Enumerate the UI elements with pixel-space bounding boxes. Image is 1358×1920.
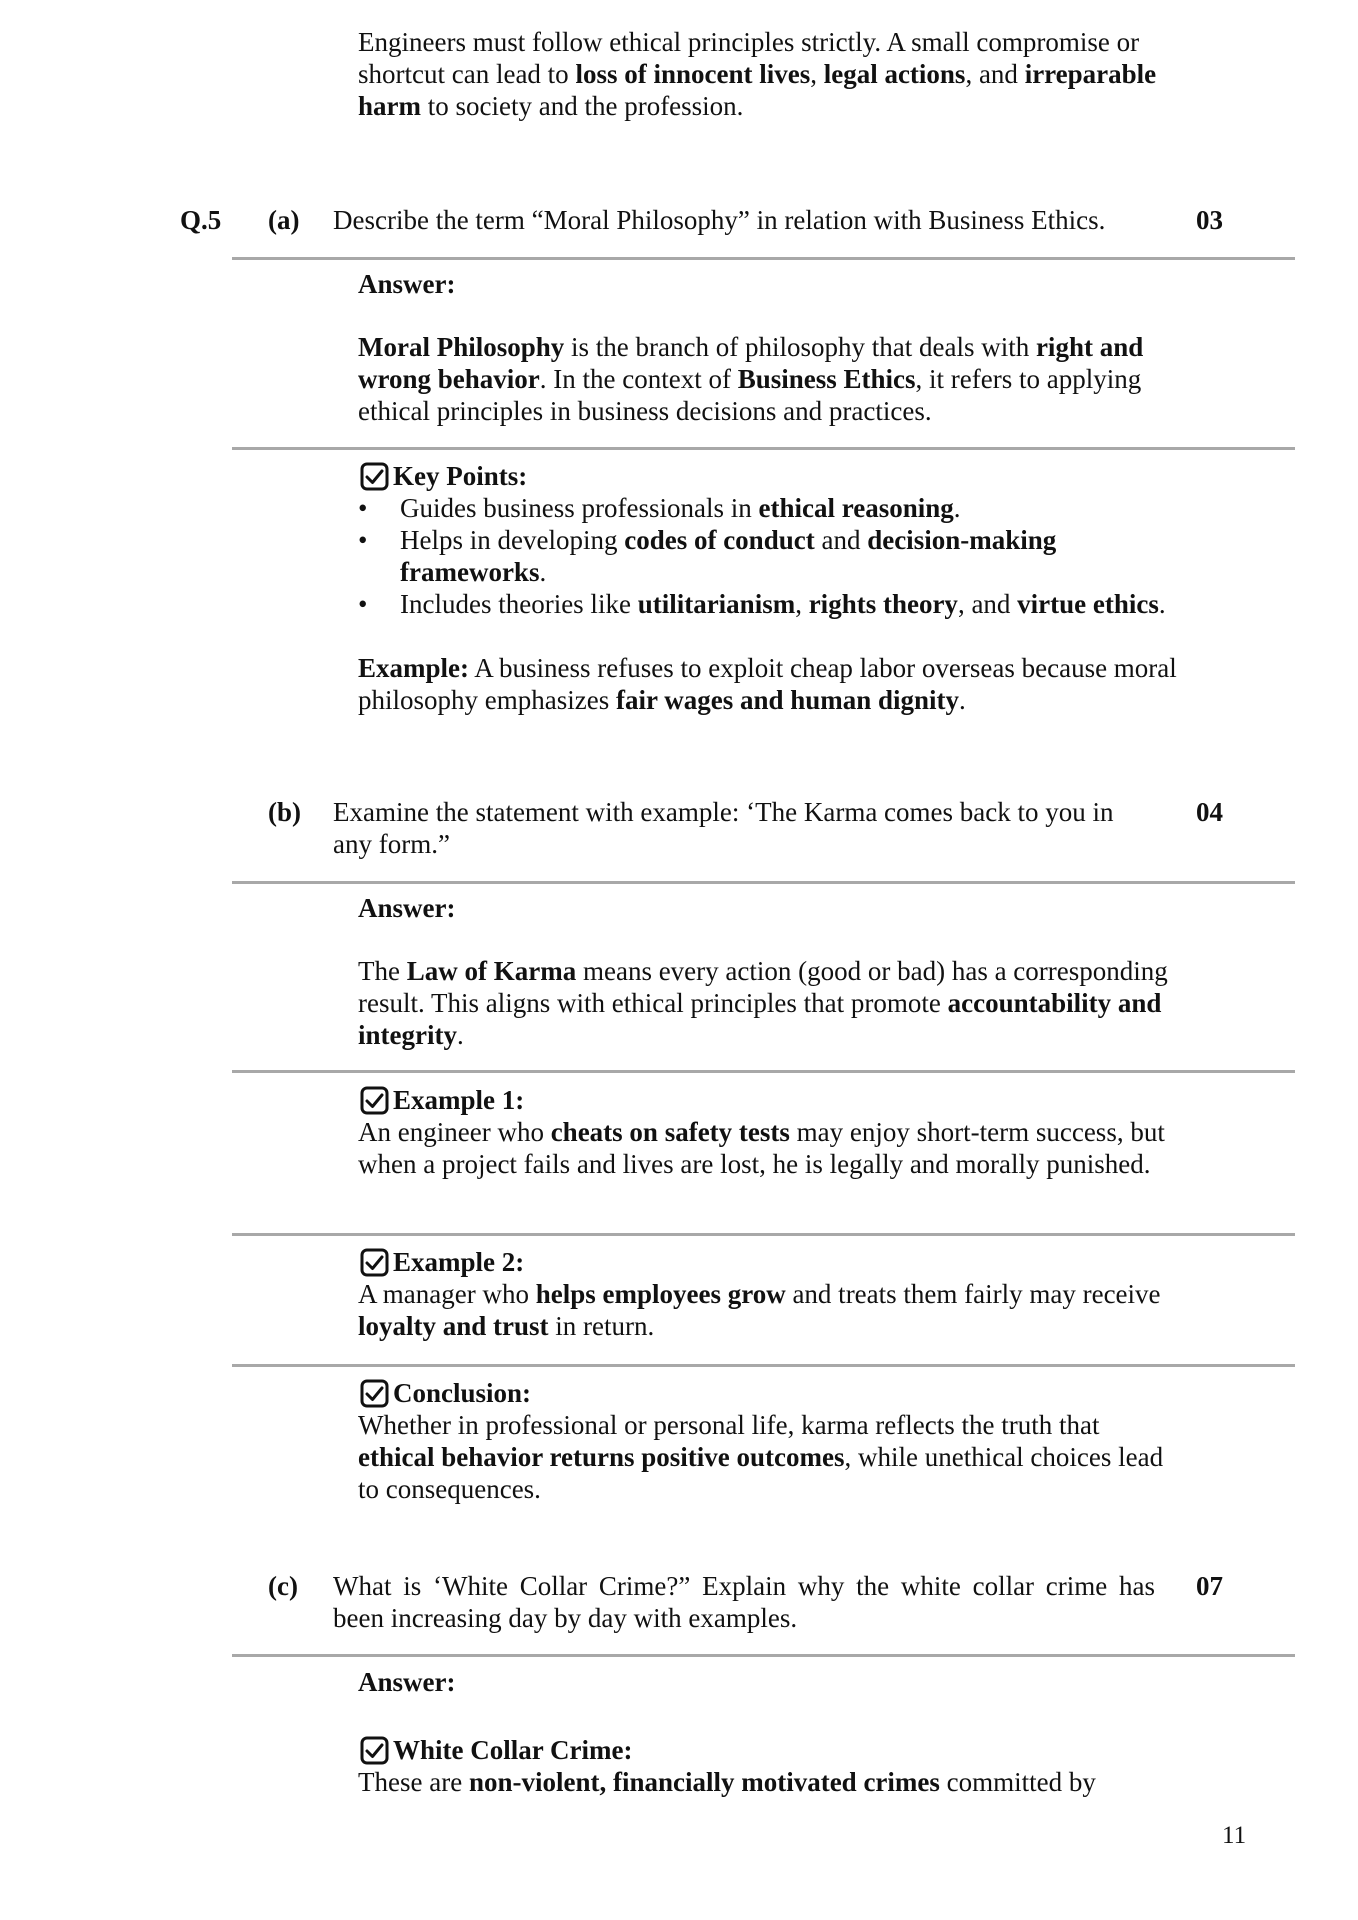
bold-text: decision-making frameworks: [400, 525, 1057, 587]
text: , while unethical choices lead to consequences.: [358, 1442, 1164, 1504]
text: , and: [965, 59, 1025, 89]
text: and treats them fairly may receive: [785, 1279, 1161, 1309]
divider: [232, 257, 1295, 260]
bold-text: legal actions: [823, 59, 966, 89]
text: A manager who: [358, 1279, 536, 1309]
white-collar-crime-paragraph: [358, 1766, 1178, 1798]
bold-text: accountability and integrity: [358, 988, 1162, 1050]
question-number: Q.5: [180, 205, 222, 235]
text: , and: [957, 589, 1018, 619]
checkbox-icon: [360, 1086, 389, 1115]
example-paragraph: [358, 652, 1178, 716]
text: ,: [810, 59, 824, 89]
subquestion-b-marks: 04: [1196, 797, 1223, 827]
text: These are: [358, 1767, 469, 1797]
moral-philosophy-definition: [358, 331, 1178, 427]
bold-text: fair wages and human dignity: [615, 685, 960, 715]
answer-label: Answer:: [358, 269, 456, 299]
list-item: [358, 524, 1178, 588]
bold-text: ethical behavior returns positive outcomes: [358, 1442, 845, 1472]
bold-text: non-violent, financially motivated crimes: [468, 1767, 940, 1797]
bold-text: helps employees grow: [535, 1279, 786, 1309]
heading-text: Conclusion:: [393, 1378, 532, 1408]
checkbox-icon: [360, 1248, 389, 1277]
text: The: [358, 956, 407, 986]
bold-text: Law of Karma: [406, 956, 577, 986]
intro-paragraph: [358, 26, 1178, 122]
text: .: [539, 557, 547, 587]
bold-text: loyalty and trust: [358, 1311, 549, 1341]
list-item: [358, 492, 1178, 524]
bold-text: loss of innocent lives: [575, 59, 811, 89]
text: Guides business professionals in: [400, 493, 759, 523]
text: may enjoy short-term success, but when a project fails and lives are lost, he is legally and morally punished.: [358, 1117, 1165, 1179]
heading-text: White Collar Crime:: [393, 1735, 633, 1765]
subquestion-a-label: (a): [268, 205, 300, 235]
checkbox-icon: [360, 462, 389, 491]
bold-text: ethical reasoning: [758, 493, 954, 523]
text: committed by: [939, 1767, 1096, 1797]
text: means every action (good or bad) has a corresponding result. This aligns with ethical principles that promote: [358, 956, 1168, 1018]
bold-text: right and wrong behavior: [358, 332, 1144, 394]
text: An engineer who: [358, 1117, 551, 1147]
heading-text: Example 1:: [393, 1085, 525, 1115]
bold-text: Moral Philosophy: [358, 332, 565, 362]
checkbox-icon: [360, 1736, 389, 1765]
text: and: [814, 525, 868, 555]
page-number: 11: [1222, 1822, 1247, 1849]
example1-heading: [360, 1084, 524, 1116]
white-collar-crime-heading: [360, 1734, 632, 1766]
divider: [232, 1364, 1295, 1367]
bold-text: Example:: [358, 653, 469, 683]
answer-label: Answer:: [358, 1667, 456, 1697]
text: ,: [795, 589, 809, 619]
conclusion-paragraph: [358, 1409, 1178, 1505]
text: , it refers to applying ethical principles in business decisions and practices.: [358, 364, 1142, 426]
list-item: [358, 588, 1178, 620]
subquestion-c-label: (c): [268, 1571, 298, 1601]
text: .: [1158, 589, 1166, 619]
subquestion-c-marks: 07: [1196, 1571, 1223, 1601]
example2-heading: [360, 1246, 524, 1278]
example2-paragraph: [358, 1278, 1178, 1342]
heading-text: Key Points:: [393, 461, 528, 491]
heading-text: Example 2:: [393, 1247, 525, 1277]
bold-text: rights theory: [808, 589, 958, 619]
subquestion-b-text: Examine the statement with example: ‘The Karma comes back to you in any form.”: [333, 797, 1114, 859]
bold-text: virtue ethics: [1017, 589, 1159, 619]
example1-paragraph: [358, 1116, 1178, 1180]
text: Whether in professional or personal life, karma reflects the truth that: [358, 1410, 1100, 1440]
key-points-list: [358, 492, 1178, 620]
bold-text: Business Ethics: [737, 364, 916, 394]
text: to society and the profession.: [421, 91, 744, 121]
divider: [232, 447, 1295, 450]
key-points-heading: [360, 460, 527, 492]
bold-text: utilitarianism: [637, 589, 796, 619]
bold-text: cheats on safety tests: [550, 1117, 790, 1147]
text: .: [959, 685, 966, 715]
text: is the branch of philosophy that deals with: [564, 332, 1036, 362]
divider: [232, 881, 1295, 884]
divider: [232, 1654, 1295, 1657]
subquestion-b-label: (b): [268, 797, 301, 827]
text: in return.: [548, 1311, 655, 1341]
subquestion-a-text: Describe the term “Moral Philosophy” in relation with Business Ethics.: [333, 205, 1106, 235]
divider: [232, 1070, 1295, 1073]
text: Includes theories like: [400, 589, 638, 619]
bold-text: codes of conduct: [624, 525, 815, 555]
subquestion-c-text: What is ‘White Collar Crime?” Explain why the white collar crime has been increasing day by day with examples.: [333, 1571, 1155, 1633]
bold-text: irreparable harm: [358, 59, 1157, 121]
divider: [232, 1233, 1295, 1236]
conclusion-heading: [360, 1377, 531, 1409]
checkbox-icon: [360, 1379, 389, 1408]
answer-label: Answer:: [358, 893, 456, 923]
text: Engineers must follow ethical principles strictly. A small compromise or shortcut can lead to: [358, 27, 1140, 89]
text: .: [953, 493, 961, 523]
text: . In the context of: [539, 364, 738, 394]
law-of-karma-paragraph: [358, 955, 1178, 1051]
text: A business refuses to exploit cheap labor overseas because moral philosophy emphasizes: [358, 653, 1177, 715]
subquestion-a-marks: 03: [1196, 205, 1223, 235]
text: Helps in developing: [400, 525, 625, 555]
text: .: [456, 1020, 464, 1050]
